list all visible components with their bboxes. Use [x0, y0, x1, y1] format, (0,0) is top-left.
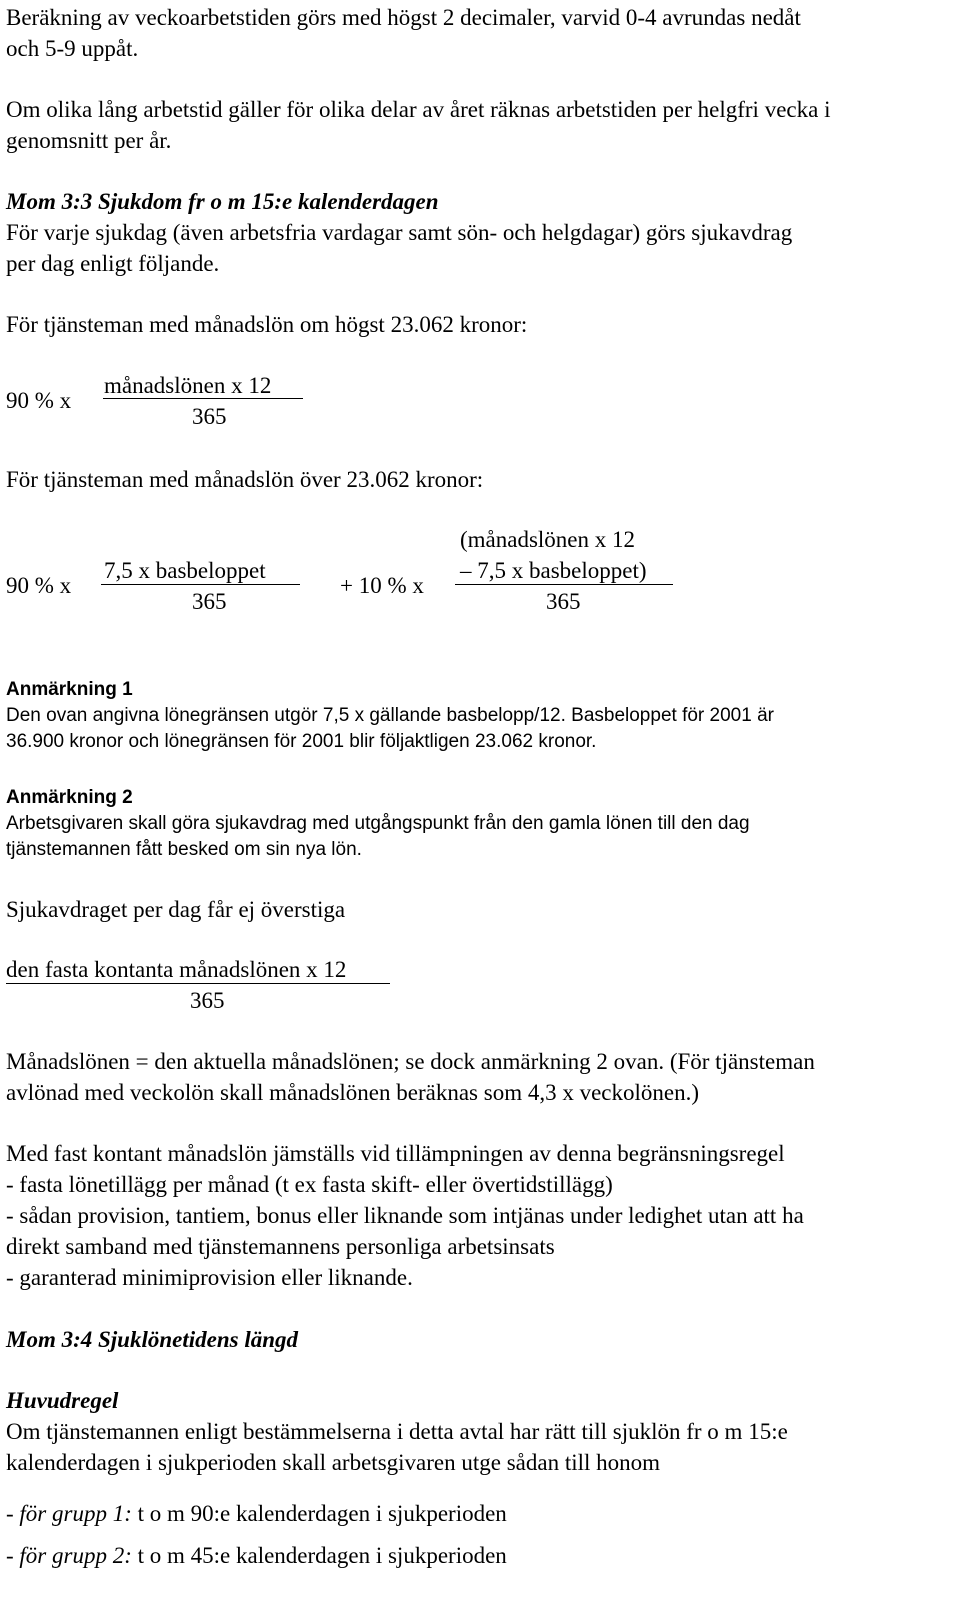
note-2-line-2: tjänstemannen fått besked om sin nya lön. — [6, 839, 362, 860]
formula-1-fraction-bar — [103, 398, 303, 399]
mom33-line-2: per dag enligt följande. — [6, 251, 220, 276]
section-heading-mom-3-4: Mom 3:4 Sjuklönetidens längd — [6, 1327, 299, 1352]
mom34-line-1: Om tjänstemannen enligt bestämmelserna i detta avtal har rätt till sjuklön fr o m 15:e — [6, 1419, 788, 1444]
limit-eq-line-2: - fasta lönetillägg per månad (t ex fasta skift- eller övertidstillägg) — [6, 1172, 613, 1197]
group-1-text: t o m 90:e kalenderdagen i sjukperioden — [137, 1501, 507, 1526]
formula-2-denominator: 365 — [192, 589, 227, 614]
note-1-line-1: Den ovan angivna lönegränsen utgör 7,5 x gällande basbelopp/12. Basbeloppet för 2001 är — [6, 705, 774, 726]
note-2-title: Anmärkning 2 — [6, 787, 133, 808]
intro-line-2: och 5-9 uppåt. — [6, 36, 139, 61]
limit-numerator: den fasta kontanta månadslönen x 12 — [6, 957, 347, 982]
limit-eq-line-5: - garanterad minimiprovision eller liknande. — [6, 1265, 413, 1290]
note-2-line-1: Arbetsgivaren skall göra sjukavdrag med utgångspunkt från den gamla lönen till den dag — [6, 813, 750, 834]
formula-1-denominator: 365 — [192, 404, 227, 429]
note-1-line-2: 36.900 kronor och lönegränsen för 2001 blir följaktligen 23.062 kronor. — [6, 731, 597, 752]
limit-eq-line-1: Med fast kontant månadslön jämställs vid tillämpningen av denna begränsningsregel — [6, 1141, 785, 1166]
limit-def-line-1: Månadslönen = den aktuella månadslönen; se dock anmärkning 2 ovan. (För tjänsteman — [6, 1049, 815, 1074]
formula-2-denominator-2: 365 — [546, 589, 581, 614]
case-1-text: För tjänsteman med månadslön om högst 23.062 kronor: — [6, 312, 528, 337]
intro-line-4: genomsnitt per år. — [6, 128, 172, 153]
intro-line-3: Om olika lång arbetstid gäller för olika delar av året räknas arbetstiden per helgfri vecka i — [6, 97, 831, 122]
group-2-label: för grupp 2: — [19, 1543, 132, 1568]
mom33-line-1: För varje sjukdag (även arbetsfria vardagar samt sön- och helgdagar) görs sjukavdrag — [6, 220, 793, 245]
subheading-huvudregel: Huvudregel — [6, 1388, 119, 1413]
limit-def-line-2: avlönad med veckolön skall månadslönen beräknas som 4,3 x veckolönen.) — [6, 1080, 700, 1105]
limit-denominator: 365 — [190, 988, 225, 1013]
intro-line-1: Beräkning av veckoarbetstiden görs med högst 2 decimaler, varvid 0-4 avrundas nedåt — [6, 5, 801, 30]
group-2-line: - för grupp 2: t o m 45:e kalenderdagen i sjukperioden — [6, 1543, 507, 1568]
formula-2-numerator-2-line-1: (månadslönen x 12 — [460, 527, 636, 552]
formula-2-fraction-bar-2 — [455, 584, 673, 585]
formula-1-numerator: månadslönen x 12 — [104, 373, 272, 398]
formula-2-fraction-bar-1 — [101, 584, 300, 585]
limit-eq-line-4: direkt samband med tjänstemannens personliga arbetsinsats — [6, 1234, 555, 1259]
limit-intro: Sjukavdraget per dag får ej överstiga — [6, 897, 346, 922]
case-2-text: För tjänsteman med månadslön över 23.062 kronor: — [6, 467, 484, 492]
limit-eq-line-3: - sådan provision, tantiem, bonus eller liknande som intjänas under ledighet utan att ha — [6, 1203, 804, 1228]
formula-2-middle: + 10 % x — [340, 573, 424, 598]
group-2-text: t o m 45:e kalenderdagen i sjukperioden — [137, 1543, 507, 1568]
section-heading-mom-3-3: Mom 3:3 Sjukdom fr o m 15:e kalenderdagen — [6, 189, 439, 214]
formula-1-prefix: 90 % x — [6, 388, 72, 413]
group-1-label: för grupp 1: — [19, 1501, 132, 1526]
note-1-title: Anmärkning 1 — [6, 679, 133, 700]
group-1-line: - för grupp 1: t o m 90:e kalenderdagen i sjukperioden — [6, 1501, 507, 1526]
mom34-line-2: kalenderdagen i sjukperioden skall arbetsgivaren utge sådan till honom — [6, 1450, 661, 1475]
formula-2-numerator: 7,5 x basbeloppet — [104, 558, 266, 583]
formula-2-prefix: 90 % x — [6, 573, 72, 598]
formula-2-numerator-2-line-2: – 7,5 x basbeloppet) — [460, 558, 647, 583]
limit-fraction-bar — [6, 983, 390, 984]
